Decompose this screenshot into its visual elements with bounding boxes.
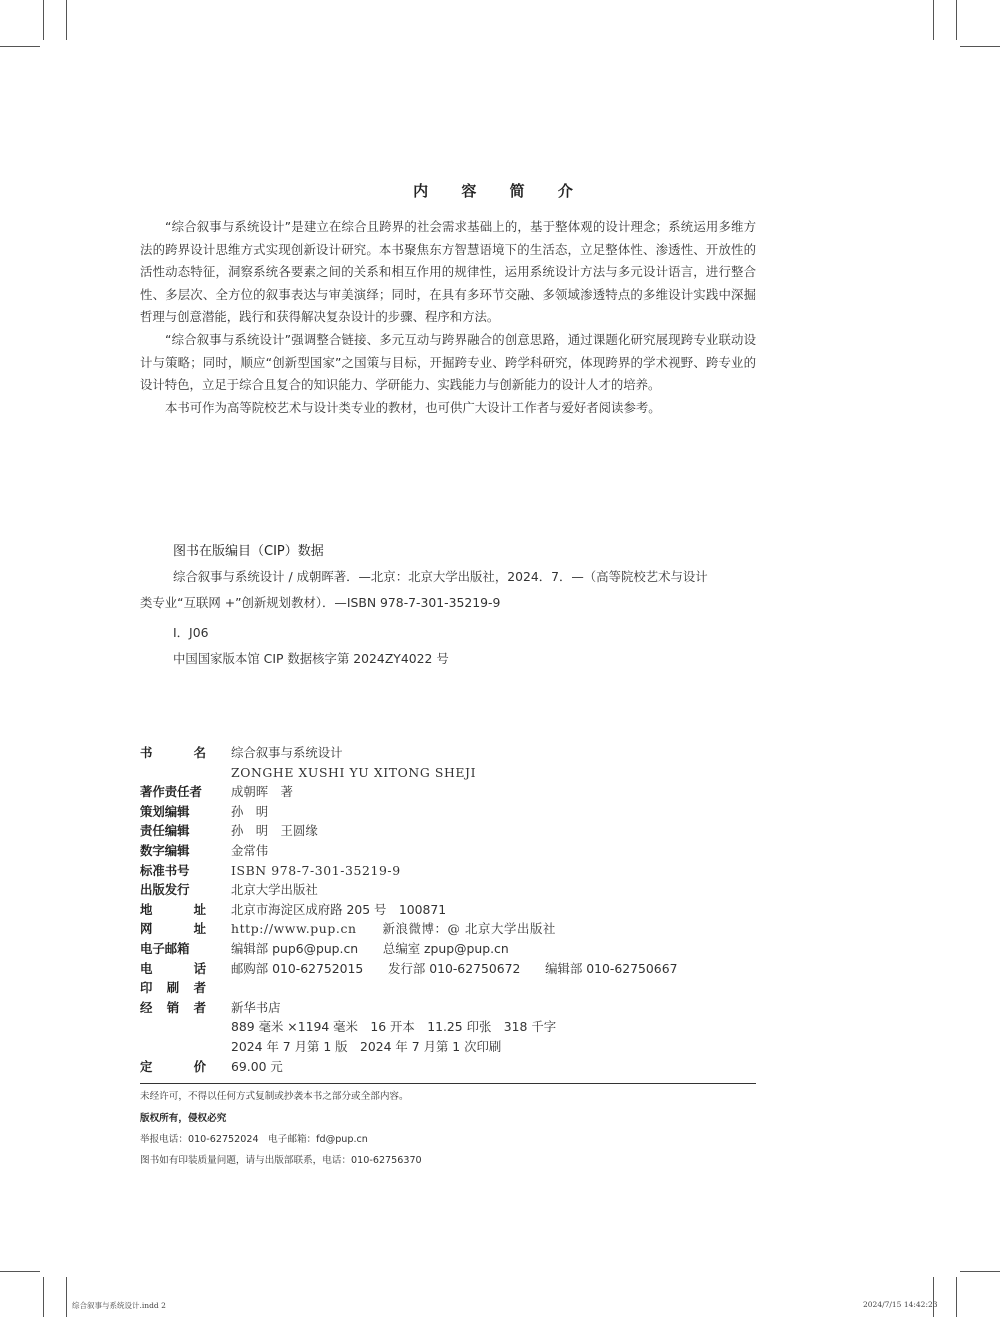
cip-line: 综合叙事与系统设计 / 成朝晖著．—北京：北京大学出版社，2024．7．—（高等院校艺术与设计 <box>173 569 708 584</box>
info-row <box>140 802 756 822</box>
divider <box>140 1083 756 1084</box>
info-label-part: 址 <box>193 901 206 917</box>
info-row <box>140 978 756 998</box>
info-label-part: 书 <box>140 745 153 760</box>
cip-body <box>140 567 756 669</box>
info-label-part: 定 <box>140 1058 153 1074</box>
info-label-part: 网 <box>140 921 153 937</box>
footer-filename: 综合叙事与系统设计.indd 2 <box>72 1301 166 1310</box>
cip-classification: Ⅰ．J06 <box>173 625 209 640</box>
crop-mark <box>0 46 40 47</box>
crop-mark <box>43 0 44 40</box>
info-label-part: 刷 <box>166 980 180 996</box>
info-label <box>140 802 206 822</box>
report-contact: 举报电话：010-62752024 电子邮箱：fd@pup.cn <box>140 1134 368 1145</box>
info-value: 新华书店 <box>231 999 281 1015</box>
info-label-part: 址 <box>193 921 206 937</box>
info-label-part: 价 <box>193 1058 206 1074</box>
crop-mark <box>933 0 934 40</box>
info-value: 2024 年 7 月第 1 版 2024 年 7 月第 1 次印刷 <box>231 1038 502 1054</box>
quality-contact: 图书如有印装质量问题，请与出版部联系，电话：010-62756370 <box>140 1155 422 1166</box>
info-value: 成朝晖 著 <box>231 784 293 800</box>
info-value: 邮购部 010-62752015 发行部 010-62750672 编辑部 010-62750667 <box>231 960 678 976</box>
intro-paragraph-1: “综合叙事与系统设计”是建立在综合且跨界的社会需求基础上的，基于整体观的设计理念；系统运用多维方法的跨界设计思维方式实现创新设计研究。本书聚焦东方智慧语境下的生活态，立足整体性、渗透性、开放性的活性动态特征，洞察系统各要素之间的关系和相互作用的规律性，运用系统设计方法与多元设计语言，进行整合性、多层次、全方位的叙事表达与审美演绎；同时，在具有多环节交融、多领域渗透特点的多维设计实践中深掘哲理与创意潜能，践行和获得解决复杂设计的步骤、程序和方法。 <box>140 219 756 325</box>
info-label-part: 数字编辑 <box>140 842 190 858</box>
info-value: 北京大学出版社 <box>231 882 318 898</box>
cip-line: 类专业“互联网 +”创新规划教材）．—ISBN 978-7-301-35219-9 <box>140 595 501 610</box>
info-label <box>140 782 206 802</box>
intro-paragraph-3: 本书可作为高等院校艺术与设计类专业的教材，也可供广大设计工作者与爱好者阅读参考。 <box>165 399 661 415</box>
info-label-part: 印 <box>140 980 153 996</box>
copy-notice: 未经许可，不得以任何方式复制或抄袭本书之部分或全部内容。 <box>140 1091 409 1102</box>
info-label <box>140 959 206 979</box>
info-row <box>140 959 756 979</box>
info-label-part: 话 <box>193 960 206 976</box>
info-label-part: 电子邮箱 <box>140 940 190 956</box>
info-value: 编辑部 pup6@pup.cn 总编室 zpup@pup.cn <box>231 940 509 956</box>
info-label-part: 经 <box>140 999 153 1015</box>
info-label <box>140 939 206 959</box>
publication-info <box>140 743 756 1076</box>
info-value: 孙 明 <box>231 803 269 819</box>
info-value: 孙 明 王圆缘 <box>231 823 318 839</box>
copyright-notice: 版权所有，侵权必究 <box>140 1113 227 1124</box>
info-label-part: 者 <box>193 980 206 996</box>
crop-mark <box>956 0 957 40</box>
info-row <box>140 782 756 802</box>
cip-record-number: 中国国家版本馆 CIP 数据核字第 2024ZY4022 号 <box>173 651 449 666</box>
info-row <box>140 998 756 1018</box>
info-value: 北京市海淀区成府路 205 号 100871 <box>231 901 447 917</box>
crop-mark <box>0 1271 40 1272</box>
crop-mark <box>960 1271 1000 1272</box>
info-label <box>140 978 206 998</box>
info-row <box>140 900 756 920</box>
info-label-part: 者 <box>193 999 206 1015</box>
info-row <box>140 880 756 900</box>
info-label-part: 著作责任者 <box>140 784 202 800</box>
info-value: http://www.pup.cn 新浪微博：@ 北京大学出版社 <box>231 921 556 937</box>
info-label-part: 出版发行 <box>140 882 190 898</box>
intro-body <box>140 216 756 419</box>
info-value: ZONGHE XUSHI YU XITONG SHEJI <box>231 764 477 780</box>
info-label-part: 销 <box>166 999 180 1015</box>
crop-mark <box>960 46 1000 47</box>
footer-timestamp: 2024/7/15 14:42:23 <box>863 1300 938 1309</box>
info-label <box>140 880 206 900</box>
intro-paragraph-2: “综合叙事与系统设计”强调整合链接、多元互动与跨界融合的创意思路，通过课题化研究展现跨专业联动设计与策略；同时，顺应“创新型国家”之国策与目标，开掘跨专业、跨学科研究，体现跨界的学术视野、跨专业的设计特色，立足于综合且复合的知识能力、学研能力、实践能力与创新能力的设计人才的培养。 <box>140 331 756 393</box>
crop-mark <box>66 1277 67 1317</box>
info-label <box>140 1057 206 1077</box>
info-value: 综合叙事与系统设计 <box>231 745 343 760</box>
info-value: ISBN 978-7-301-35219-9 <box>231 862 401 878</box>
cip-heading: 图书在版编目（CIP）数据 <box>173 544 324 559</box>
info-row <box>140 939 756 959</box>
info-value: 889 毫米 ×1194 毫米 16 开本 11.25 印张 318 千字 <box>231 1019 557 1035</box>
intro-title: 内 容 简 介 <box>413 182 587 200</box>
info-value: 69.00 元 <box>231 1058 283 1074</box>
info-label-part: 责任编辑 <box>140 823 190 839</box>
info-label <box>140 841 206 861</box>
info-row <box>140 861 756 881</box>
info-label-part: 电 <box>140 960 153 976</box>
info-row <box>140 763 756 783</box>
info-label <box>140 919 206 939</box>
info-row <box>140 1057 756 1077</box>
info-row <box>140 821 756 841</box>
crop-mark <box>43 1277 44 1317</box>
crop-mark <box>66 0 67 40</box>
info-row <box>140 743 756 763</box>
info-label-part: 标准书号 <box>140 862 190 878</box>
info-label <box>140 743 206 763</box>
info-row <box>140 841 756 861</box>
info-row <box>140 919 756 939</box>
info-value: 金常伟 <box>231 842 269 858</box>
info-label <box>140 998 206 1018</box>
info-label-part: 名 <box>193 745 206 760</box>
info-label <box>140 900 206 920</box>
info-row <box>140 1017 756 1037</box>
info-label-part: 地 <box>140 901 153 917</box>
info-label <box>140 821 206 841</box>
crop-mark <box>956 1277 957 1317</box>
info-label-part: 策划编辑 <box>140 803 190 819</box>
info-label <box>140 861 206 881</box>
crop-mark <box>933 1277 934 1317</box>
info-row <box>140 1037 756 1057</box>
